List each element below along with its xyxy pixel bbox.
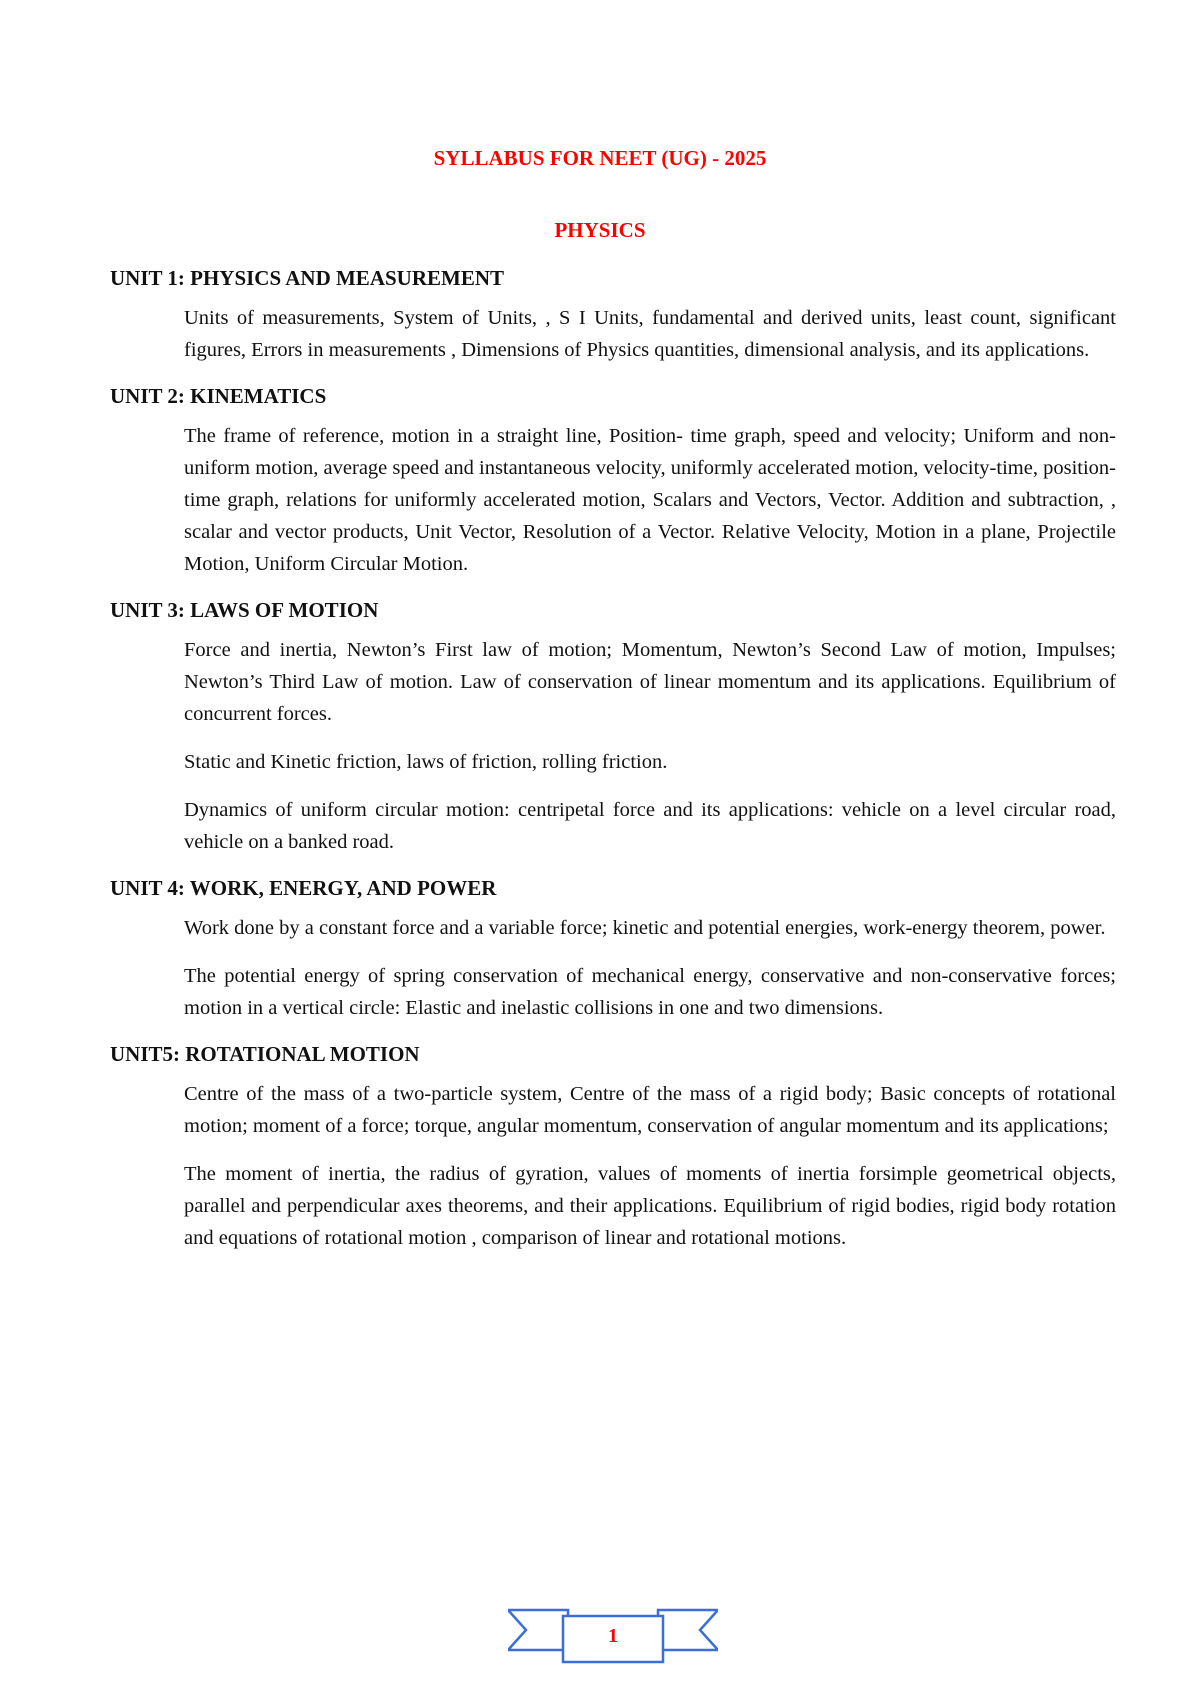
unit-paragraph: Static and Kinetic friction, laws of friction, rolling friction. — [184, 751, 668, 773]
unit-paragraph: Units of measurements, System of Units, , S I Units, fundamental and derived units, least count, significant figures, Errors in measurements , Dimensions of Physics quantities, dimensional analysis, and its applications. — [184, 307, 1116, 361]
unit-2 — [110, 382, 1116, 580]
unit-paragraph: The frame of reference, motion in a straight line, Position- time graph, speed and velocity; Uniform and non-uniform motion, average speed and instantaneous velocity, uniformly accelerated motion, velocity-time, position-time graph, relations for uniformly accelerated motion, Scalars and Vectors, Vector. Addition and subtraction, , scalar and vector products, Unit Vector, Resolution of a Vector. Relative Velocity, Motion in a plane, Projectile Motion, Uniform Circular Motion. — [184, 425, 1116, 575]
unit-heading: UNIT 1: PHYSICS AND MEASUREMENT — [110, 266, 504, 290]
unit-5 — [110, 1040, 1116, 1254]
unit-1 — [110, 264, 1116, 366]
unit-heading: UNIT 4: WORK, ENERGY, AND POWER — [110, 876, 497, 900]
subject-title: PHYSICS — [554, 218, 646, 242]
unit-4 — [110, 874, 1116, 1024]
unit-heading: UNIT 2: KINEMATICS — [110, 384, 327, 408]
syllabus-content — [110, 264, 1116, 1270]
unit-paragraph: The potential energy of spring conservation of mechanical energy, conservative and non-conservative forces; motion in a vertical circle: Elastic and inelastic collisions in one and two dimensions. — [184, 965, 1116, 1019]
unit-paragraph: Centre of the mass of a two-particle system, Centre of the mass of a rigid body; Basic concepts of rotational motion; moment of a force; torque, angular momentum, conservation of angular momentum and its applications; — [184, 1083, 1116, 1137]
unit-paragraph: Dynamics of uniform circular motion: centripetal force and its applications: vehicle on a level circular road, vehicle on a banked road. — [184, 799, 1116, 853]
document-title: SYLLABUS FOR NEET (UG) - 2025 — [433, 146, 767, 170]
unit-heading: UNIT5: ROTATIONAL MOTION — [110, 1042, 420, 1066]
unit-3 — [110, 596, 1116, 858]
unit-paragraph: Force and inertia, Newton’s First law of motion; Momentum, Newton’s Second Law of motion, Impulses; Newton’s Third Law of motion. Law of conservation of linear momentum and its applications. Equilibrium of concurrent forces. — [184, 639, 1116, 725]
unit-paragraph: The moment of inertia, the radius of gyration, values of moments of inertia forsimple geometrical objects, parallel and perpendicular axes theorems, and their applications. Equilibrium of rigid bodies, rigid body rotation and equations of rotational motion , comparison of linear and rotational motions. — [184, 1163, 1116, 1249]
unit-heading: UNIT 3: LAWS OF MOTION — [110, 598, 379, 622]
unit-paragraph: Work done by a constant force and a variable force; kinetic and potential energies, work-energy theorem, power. — [184, 917, 1106, 939]
page-number: 1 — [608, 1625, 618, 1647]
